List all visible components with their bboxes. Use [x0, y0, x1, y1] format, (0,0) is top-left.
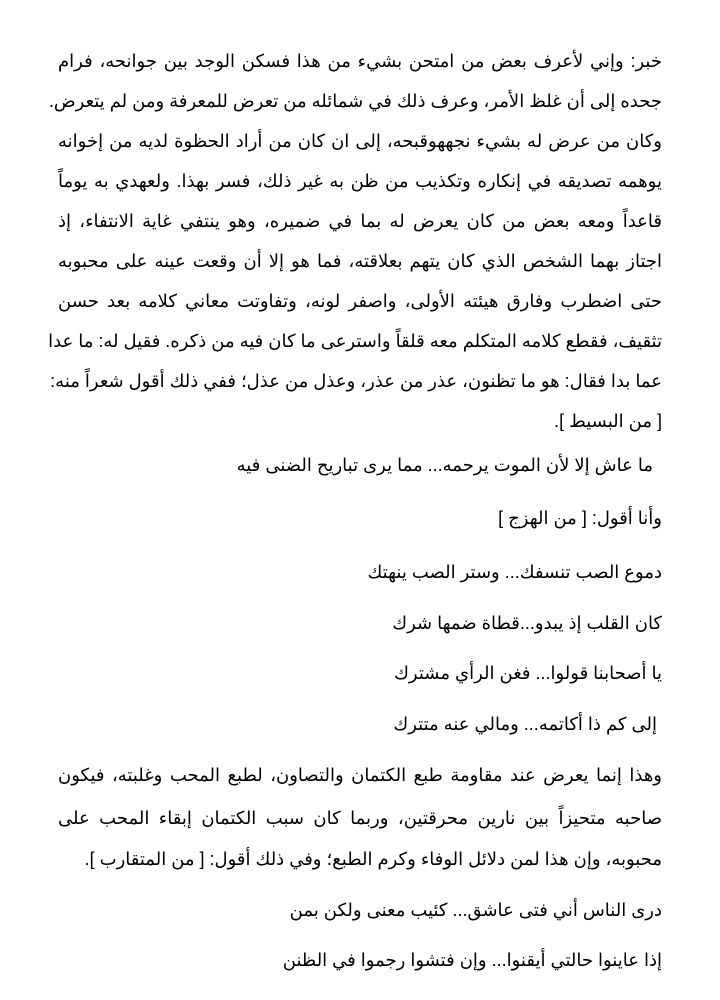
meter-label: [ من البسيط ].: [554, 411, 662, 431]
poem-verse: يا أصحابنا قولوا... فغن الرأي مشترك: [394, 663, 662, 683]
paragraph-line: جحده إلى أن غلظ الأمر، وعرف ذلك في شمائله من تعرض للمعرفة ومن لم يتعرض.: [48, 91, 662, 111]
paragraph-line: تثقيف، فقطع كلامه المتكلم معه قلقاً واسترعى ما كان فيه من ذكره. فقيل له: ما عدا: [48, 331, 662, 351]
paragraph-line: حتى اضطرب وفارق هيئته الأولى، واصفر لونه، وتفاوتت معاني كلامه بعد حسن: [58, 291, 662, 311]
poem-verse: إذا عاينوا حالتي أيقنوا... وإن فتشوا رجموا في الظنن: [282, 950, 662, 970]
paragraph-line: وكان من عرض له بشيء نجههوقبحه، إلى ان كان من أراد الحظوة لديه من إخوانه: [58, 131, 662, 151]
paragraph-line: عما بدا فقال: هو ما تظنون، عذر من عذر، وعذل من عذل؛ ففي ذلك أقول شعراً منه:: [50, 371, 662, 391]
paragraph-line: صاحبه متحيزاً بين نارين محرقتين، وربما كان سبب الكتمان إبقاء المحب على: [58, 808, 662, 828]
poem-verse: درى الناس أني فتى عاشق... كئيب معنى ولكن بمن: [289, 900, 662, 920]
paragraph-line: وهذا إنما يعرض عند مقاومة طبع الكتمان والتصاون، لطبع المحب وغلبته، فيكون: [58, 765, 662, 785]
paragraph-line: يوهمه تصديقه في إنكاره وتكذيب من ظن به غير ذلك، فسر بهذا. ولعهدي به يوماً: [58, 171, 662, 191]
paragraph-line: خبر: وإني لأعرف بعض من امتحن بشيء من هذا فسكن الوجد بين جوانحه، فرام: [58, 51, 662, 71]
meter-intro: وأنا أقول: [ من الهزج ]: [498, 508, 662, 528]
paragraph-line: محبوبه، وإن هذا لمن دلائل الوفاء وكرم الطبع؛ وفي ذلك أقول: [ من المتقارب ].: [84, 849, 662, 869]
paragraph-line: قاعداً ومعه بعض من كان يعرض له بما في ضميره، وهو ينتفي غاية الانتفاء، إذ: [58, 211, 662, 231]
poem-verse: دموع الصب تنسفك... وستر الصب ينهتك: [367, 562, 662, 582]
paragraph-line: اجتاز بهما الشخص الذي كان يتهم بعلاقته، فما هو إلا أن وقعت عينه على محبوبه: [58, 251, 662, 271]
poem-verse: كان القلب إذ يبدو...قطاة ضمها شرك: [392, 613, 662, 633]
poem-verse: ما عاش إلا لأن الموت يرحمه... مما يرى تباريح الضنى فيه: [236, 455, 653, 475]
poem-verse: إلى كم ذا أكاتمه... ومالي عنه متترك: [393, 714, 657, 734]
